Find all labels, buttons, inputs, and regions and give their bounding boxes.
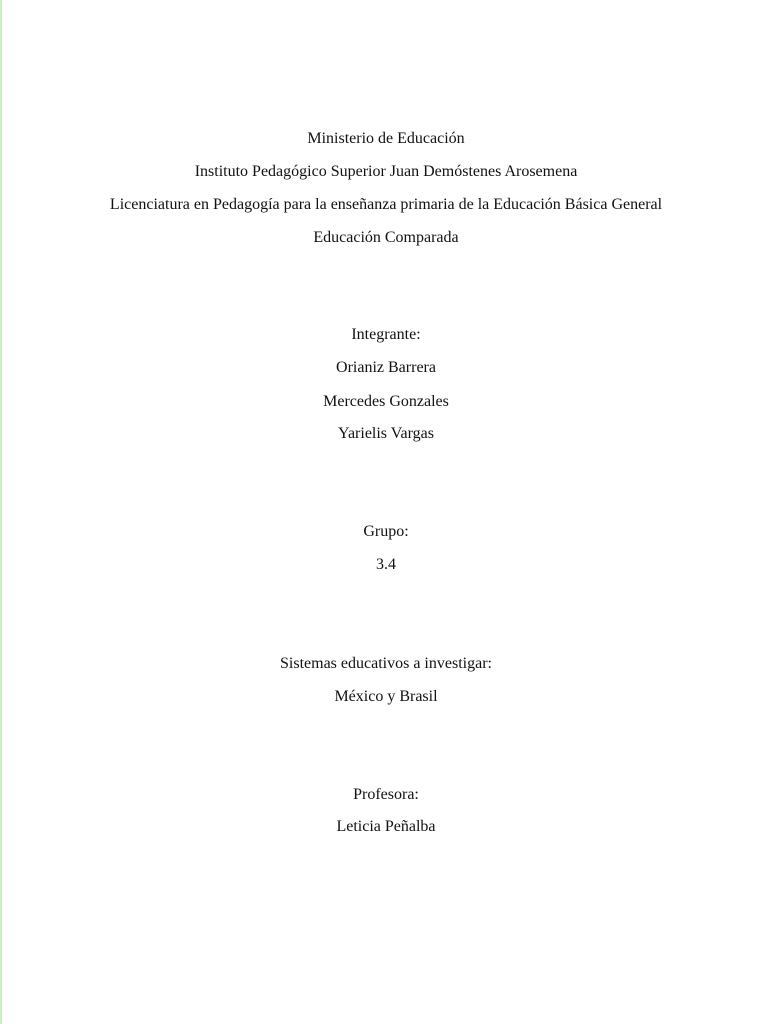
group-label: Grupo: xyxy=(363,523,409,540)
degree-heading: Licenciatura en Pedagogía para la enseñanza primaria de la Educación Básica General xyxy=(109,196,663,213)
group-value: 3.4 xyxy=(376,556,396,573)
teacher-name: Leticia Peñalba xyxy=(336,818,436,835)
ministry-heading: Ministerio de Educación xyxy=(307,130,465,147)
teacher-label: Profesora: xyxy=(353,786,419,803)
systems-value: México y Brasil xyxy=(334,688,438,705)
member-name: Orianiz Barrera xyxy=(336,359,436,376)
course-heading: Educación Comparada xyxy=(313,229,459,246)
member-name: Mercedes Gonzales xyxy=(323,393,449,410)
institute-heading: Instituto Pedagógico Superior Juan Demóstenes Arosemena xyxy=(194,163,578,180)
member-name: Yarielis Vargas xyxy=(337,425,434,442)
members-label: Integrante: xyxy=(351,326,421,343)
systems-label: Sistemas educativos a investigar: xyxy=(280,655,492,672)
